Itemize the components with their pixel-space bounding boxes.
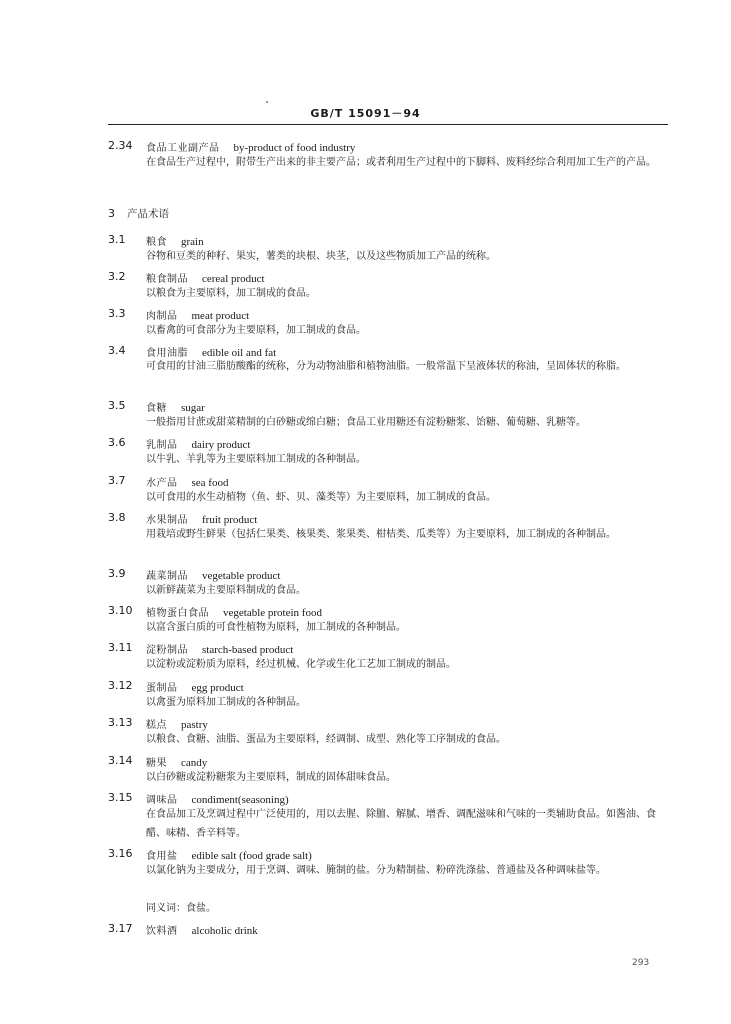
entry-term	[146, 436, 250, 451]
term-english: starch-based product	[202, 644, 294, 656]
entry-number: 3.1	[108, 233, 126, 246]
term-chinese: 蔬菜制品	[146, 571, 188, 582]
entry-number: 3.2	[108, 270, 126, 283]
entry-number: 3.10	[108, 604, 133, 617]
entry-number: 3.12	[108, 679, 133, 692]
term-chinese: 糖果	[146, 758, 167, 769]
entry-number: 3.13	[108, 716, 133, 729]
entry-number: 2.34	[108, 139, 133, 152]
entry-term	[146, 399, 205, 414]
term-english: sugar	[181, 402, 205, 414]
entry-number: 3.16	[108, 847, 133, 860]
term-english: condiment(seasoning)	[191, 794, 289, 806]
entry-definition: 可食用的甘油三脂肪酸酯的统称，分为动物油脂和植物油脂。一般常温下呈液体状的称油，呈固体状的称脂。	[146, 361, 626, 372]
entry-definition: 以可食用的水生动植物（鱼、虾、贝、藻类等）为主要原料，加工制成的食品。	[146, 492, 496, 503]
entry-definition: 以畜禽的可食部分为主要原料，加工制成的食品。	[146, 325, 366, 336]
term-chinese: 饮料酒	[146, 926, 178, 937]
entry-number: 3.14	[108, 754, 133, 767]
term-chinese: 植物蛋白食品	[146, 608, 209, 619]
section-number: 3	[108, 207, 115, 220]
term-chinese: 乳制品	[146, 440, 178, 451]
entry-definition: 以粮食、食糖、油脂、蛋品为主要原料，经调制、成型、熟化等工序制成的食品。	[146, 734, 506, 745]
entry-definition: 以富含蛋白质的可食性植物为原料，加工制成的各种制品。	[146, 622, 406, 633]
entry-definition: 以新鲜蔬菜为主要原料制成的食品。	[146, 585, 306, 596]
term-chinese: 糕点	[146, 720, 167, 731]
term-english: by-product of food industry	[233, 142, 356, 154]
entry-term	[146, 344, 276, 359]
term-english: fruit product	[202, 514, 258, 526]
page-number: 293	[632, 958, 650, 968]
entry-term	[146, 567, 281, 582]
entry-term	[146, 307, 249, 322]
term-english: grain	[181, 236, 204, 248]
entry-definition: 以淀粉或淀粉质为原料，经过机械、化学或生化工艺加工制成的制品。	[146, 659, 456, 670]
entry-definition: 以氯化钠为主要成分，用于烹调、调味、腌制的盐。分为精制盐、粉碎洗涤盐、普通盐及各种调味盐等。	[146, 865, 606, 876]
entry-definition: 以粮食为主要原料，加工制成的食品。	[146, 288, 316, 299]
entry-term	[146, 233, 204, 248]
term-english: vegetable product	[202, 570, 281, 582]
entry-number: 3.15	[108, 791, 133, 804]
term-english: pastry	[181, 719, 208, 731]
entry-definition: 以牛乳、羊乳等为主要原料加工制成的各种制品。	[146, 454, 366, 465]
term-english: dairy product	[191, 439, 251, 451]
header-rule	[108, 124, 668, 125]
entry-synonym: 同义词：食盐。	[146, 903, 216, 914]
entry-definition: 在食品生产过程中，附带生产出来的非主要产品；或者利用生产过程中的下脚料、废料经综合利用加工生产的产品。	[146, 157, 656, 168]
entry-definition: 在食品加工及烹调过程中广泛使用的，用以去腥、除膻、解腻、增香、调配滋味和气味的一类辅助食品。如酱油、食醋、味精、香辛料等。	[146, 809, 656, 839]
entry-term	[146, 641, 293, 656]
entry-definition: 谷物和豆类的种籽、果实，薯类的块根、块茎，以及这些物质加工产品的统称。	[146, 251, 496, 262]
term-english: edible salt (food grade salt)	[191, 850, 312, 862]
entry-definition: 用栽培或野生鲜果（包括仁果类、核果类、浆果类、柑桔类、瓜类等）为主要原料，加工制成的各种制品。	[146, 529, 616, 540]
term-chinese: 粮食	[146, 237, 167, 248]
term-english: sea food	[191, 477, 229, 489]
term-english: edible oil and fat	[202, 347, 277, 359]
term-chinese: 粮食制品	[146, 274, 188, 285]
term-chinese: 调味品	[146, 795, 178, 806]
entry-number: 3.5	[108, 399, 126, 412]
entry-term	[146, 474, 228, 489]
entry-definition: 以禽蛋为原料加工制成的各种制品。	[146, 697, 306, 708]
term-english: candy	[181, 757, 208, 769]
entry-definition: 以白砂糖或淀粉糖浆为主要原料，制成的固体甜味食品。	[146, 772, 396, 783]
entry-term	[146, 922, 258, 937]
section-heading	[108, 206, 169, 221]
entry-number: 3.6	[108, 436, 126, 449]
term-chinese: 蛋制品	[146, 683, 178, 694]
term-chinese: 肉制品	[146, 311, 178, 322]
term-chinese: 食用盐	[146, 851, 178, 862]
entry-number: 3.4	[108, 344, 126, 357]
entry-number: 3.17	[108, 922, 133, 935]
entry-term	[146, 847, 312, 862]
term-chinese: 食用油脂	[146, 348, 188, 359]
term-chinese: 食品工业副产品	[146, 143, 220, 154]
entry-term	[146, 139, 355, 154]
term-chinese: 水产品	[146, 478, 178, 489]
entry-term	[146, 754, 207, 769]
term-english: meat product	[191, 310, 250, 322]
entry-number: 3.3	[108, 307, 126, 320]
term-english: alcoholic drink	[191, 925, 258, 937]
standard-header: GB/T 15091－94	[310, 107, 421, 120]
entry-term	[146, 716, 208, 731]
entry-term	[146, 791, 289, 806]
term-chinese: 水果制品	[146, 515, 188, 526]
entry-definition: 一般指用甘蔗或甜菜精制的白砂糖或绵白糖；食品工业用糖还有淀粉糖浆、饴糖、葡萄糖、乳糖等。	[146, 417, 586, 428]
term-english: vegetable protein food	[223, 607, 322, 619]
entry-number: 3.7	[108, 474, 126, 487]
entry-number: 3.9	[108, 567, 126, 580]
scan-speck	[266, 101, 268, 103]
section-title: 产品术语	[127, 208, 169, 220]
term-chinese: 淀粉制品	[146, 645, 188, 656]
entry-term	[146, 604, 322, 619]
entry-number: 3.11	[108, 641, 133, 654]
term-chinese: 食糖	[146, 403, 167, 414]
entry-term	[146, 270, 265, 285]
entry-number: 3.8	[108, 511, 126, 524]
entry-term	[146, 511, 257, 526]
term-english: egg product	[191, 682, 244, 694]
entry-term	[146, 679, 244, 694]
term-english: cereal product	[202, 273, 265, 285]
